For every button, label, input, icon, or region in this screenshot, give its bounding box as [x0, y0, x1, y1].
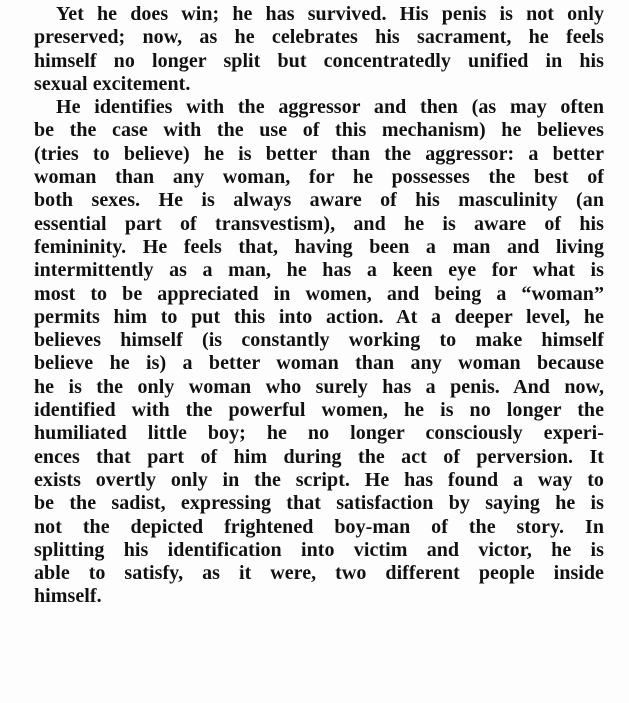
paragraph-1: [34, 3, 604, 96]
text-line: He identifies with the aggressor and then (as may often: [56, 96, 604, 119]
text-line: not the depicted frightened boy-man of the story. In: [34, 515, 604, 538]
text-line: be the case with the use of this mechanism) he believes: [34, 119, 604, 142]
text-line: intermittently as a man, he has a keen eye for what is: [34, 259, 604, 282]
text-line: preserved; now, as he celebrates his sacrament, he feels: [34, 26, 604, 49]
text-line: himself no longer split but concentratedly unified in his: [34, 49, 604, 72]
paragraph-2: [34, 96, 604, 609]
text-line: permits him to put this into action. At a deeper level, he: [34, 305, 604, 328]
text-line: believe he is) a better woman than any woman because: [34, 352, 604, 375]
text-line: essential part of transvestism), and he is aware of his: [34, 212, 604, 235]
text-line: identified with the powerful women, he is no longer the: [34, 399, 604, 422]
text-line: femininity. He feels that, having been a man and living: [34, 235, 604, 258]
text-line: ences that part of him during the act of perversion. It: [34, 445, 604, 468]
body-text: [34, 3, 604, 609]
text-line: woman than any woman, for he possesses the best of: [34, 166, 604, 189]
text-line: be the sadist, expressing that satisfaction by saying he is: [34, 492, 604, 515]
text-line: humiliated little boy; he no longer consciously experi-: [34, 422, 604, 445]
text-line: himself.: [34, 585, 102, 608]
text-line: both sexes. He is always aware of his masculinity (an: [34, 189, 604, 212]
text-line: sexual excitement.: [34, 72, 191, 95]
text-line: exists overtly only in the script. He has found a way to: [34, 468, 604, 491]
text-line: splitting his identification into victim and victor, he is: [34, 538, 604, 561]
text-line: Yet he does win; he has survived. His penis is not only: [56, 3, 604, 25]
text-line: he is the only woman who surely has a penis. And now,: [34, 375, 604, 398]
text-line: (tries to believe) he is better than the aggressor: a better: [34, 142, 604, 165]
text-line: believes himself (is constantly working to make himself: [34, 329, 604, 352]
text-line: most to be appreciated in women, and being a “woman”: [34, 282, 604, 305]
text-line: able to satisfy, as it were, two different people inside: [34, 562, 604, 585]
